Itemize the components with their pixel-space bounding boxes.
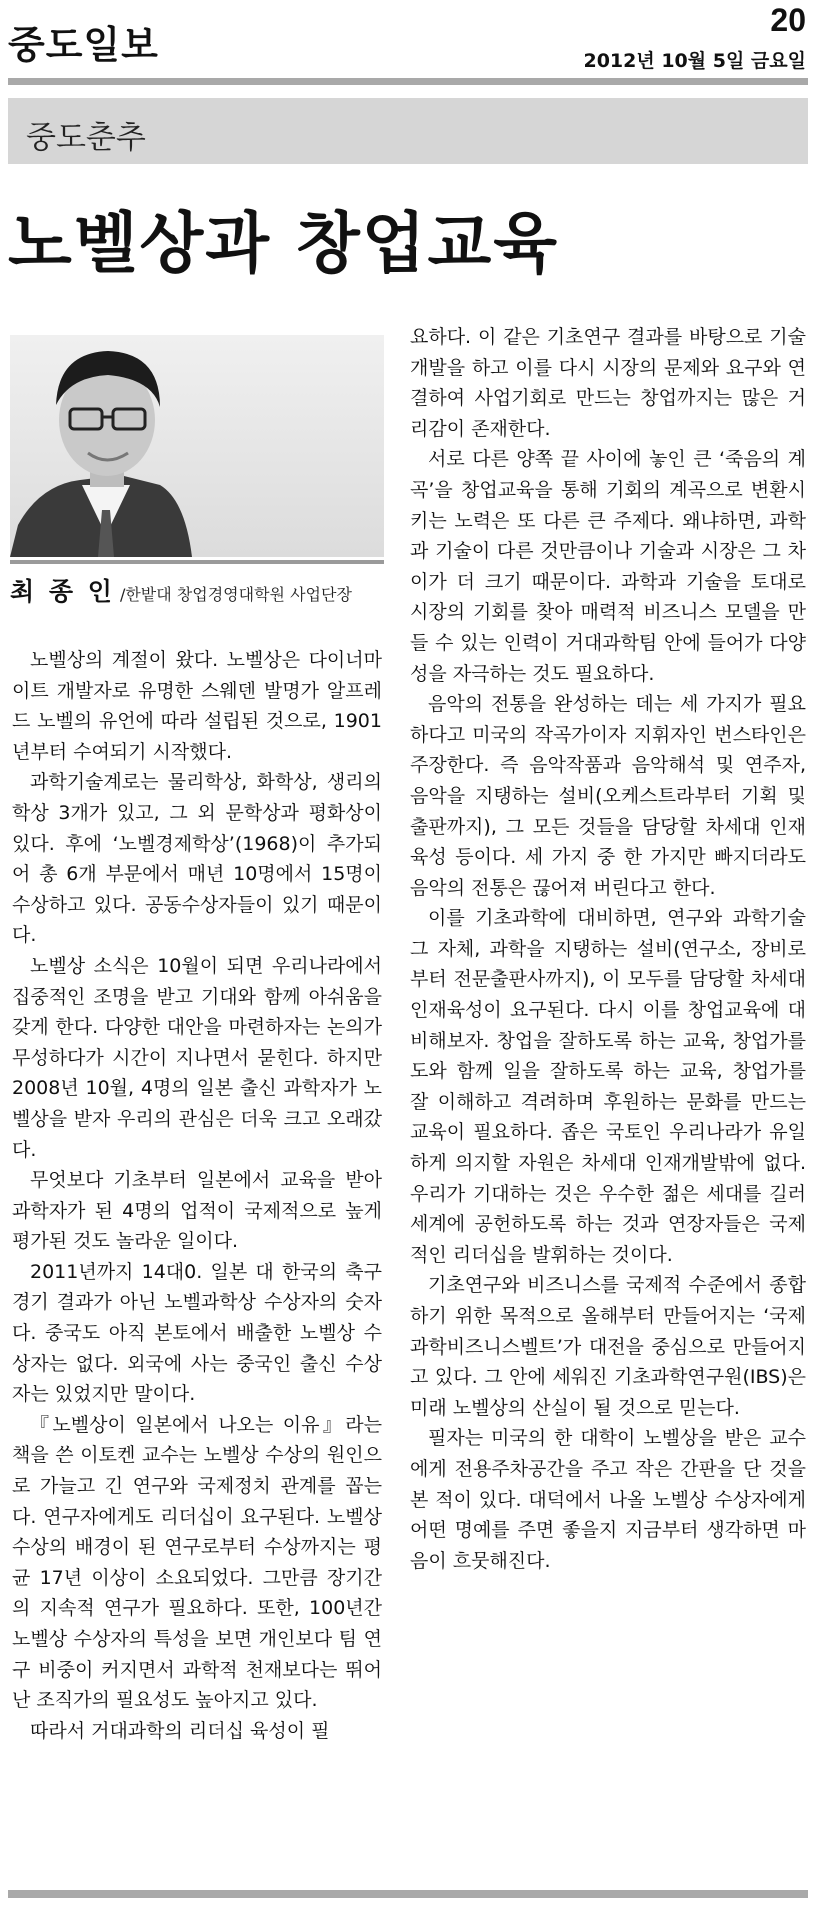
- paragraph-continued: 요하다. 이 같은 기초연구 결과를 바탕으로 기술개발을 하고 이를 다시 시장의 문제와 요구와 연결하여 사업기회로 만드는 창업까지는 많은 거리감이 존재한다.: [410, 326, 806, 440]
- article-headline: 노벨상과 창업교육: [8, 204, 560, 282]
- paragraph: 따라서 거대과학의 리더십 육성이 필: [30, 1719, 330, 1742]
- paragraph: 『노벨상이 일본에서 나오는 이유』라는 책을 쓴 이토켄 교수는 노벨상 수상의 원인으로 가늘고 긴 연구와 국제정치 관계를 꼽는다. 연구자에게도 리더십이 요구된다. 노벨상 수상의 배경이 된 연구로부터 수상까지는 평균 17년 이상이 소요되었다. 그만큼 장기간의 지속적 연구가 필요하다. 또한, 100년간 노벨상 수상자의 특성을 보면 개인보다 팀 연구 비중이 커지면서 과학적 천재보다는 뛰어난 조직가의 필요성도 높아지고 있다.: [12, 1413, 382, 1712]
- paragraph: 기초연구와 비즈니스를 국제적 수준에서 종합하기 위한 목적으로 올해부터 만들어지는 ‘국제과학비즈니스벨트’가 대전을 중심으로 만들어지고 있다. 그 안에 세워진 기초과학연구원(IBS)은 미래 노벨상의 산실이 될 것으로 믿는다.: [410, 1274, 806, 1419]
- article-column-right: [410, 322, 806, 1576]
- paragraph: 서로 다른 양쪽 끝 사이에 놓인 큰 ‘죽음의 계곡’을 창업교육을 통해 기회의 계곡으로 변환시키는 노력은 또 다른 큰 주제다. 왜냐하면, 과학과 기술이 다른 것만큼이나 기술과 시장은 그 차이가 더 크기 때문이다. 과학과 기술을 토대로 시장의 기회를 찾아 매력적 비즈니스 모델을 만들 수 있는 인력이 거대과학팀 안에 들어가 다양성을 자극하는 것도 필요하다.: [410, 448, 806, 685]
- article-column-left: [12, 645, 382, 1746]
- masthead: [0, 0, 816, 80]
- paragraph: 음악의 전통을 완성하는 데는 세 가지가 필요하다고 미국의 작곡가이자 지휘자인 번스타인은 주장한다. 즉 음악작품과 음악해석 및 연주자, 음악을 지탱하는 설비(오케스트라부터 기획 및 출판까지), 그 모든 것들을 담당할 차세대 인재육성 등이다. 세 가지 중 한 가지만 빠지더라도 음악의 전통은 끊어져 버린다고 한다.: [410, 693, 806, 899]
- paragraph: 무엇보다 기초부터 일본에서 교육을 받아 과학자가 된 4명의 업적이 국제적으로 높게 평가된 것도 놀라운 일이다.: [12, 1169, 382, 1253]
- top-divider: [8, 78, 808, 85]
- newspaper-name: 중도일보: [8, 23, 159, 67]
- paragraph: 이를 기초과학에 대비하면, 연구와 과학기술 그 자체, 과학을 지탱하는 설비(연구소, 장비로부터 전문출판사까지), 이 모두를 담당할 차세대 인재육성이 요구된다. 다시 이를 창업교육에 대비해보자. 창업을 잘하도록 하는 교육, 창업가를 도와 함께 일을 잘하도록 하는 교육, 창업가를 잘 이해하고 격려하며 후원하는 문화를 만드는 교육이 필요하다. 좁은 국토인 우리나라가 유일하게 의지할 자원은 차세대 인재개발밖에 없다. 우리가 기대하는 것은 우수한 젊은 세대를 길러 세계에 공헌하도록 하는 것과 연장자들은 국제적인 리더십을 발휘하는 것이다.: [410, 907, 806, 1266]
- author-name: 최 종 인: [10, 577, 115, 606]
- paragraph: 노벨상의 계절이 왔다. 노벨상은 다이너마이트 개발자로 유명한 스웨덴 발명가 알프레드 노벨의 유언에 따라 설립된 것으로, 1901년부터 수여되기 시작했다.: [12, 649, 382, 763]
- paragraph: 노벨상 소식은 10월이 되면 우리나라에서 집중적인 조명을 받고 기대와 함께 아쉬움을 갖게 한다. 다양한 대안을 마련하자는 논의가 무성하다가 시간이 지나면서 묻힌다. 하지만 2008년 10월, 4명의 일본 출신 과학자가 노벨상을 받자 우리의 관심은 더욱 크고 오래갔다.: [12, 954, 382, 1161]
- paragraph: 필자는 미국의 한 대학이 노벨상을 받은 교수에게 전용주차공간을 주고 작은 간판을 단 것을 본 적이 있다. 대덕에서 나올 노벨상 수상자에게 어떤 명예를 주면 좋을지 지금부터 생각하면 마음이 흐뭇해진다.: [410, 1427, 806, 1572]
- author-portrait-image: [10, 335, 384, 557]
- section-label: 중도춘추: [26, 120, 146, 156]
- paragraph: 2011년까지 14대0. 일본 대 한국의 축구경기 결과가 아닌 노벨과학상 수상자의 숫자다. 중국도 아직 본토에서 배출한 노벨상 수상자는 없다. 외국에 사는 중국인 출신 수상자는 있었지만 말이다.: [12, 1260, 382, 1406]
- byline-divider: [10, 560, 384, 564]
- bottom-divider: [8, 1890, 808, 1898]
- page-number: 20: [770, 2, 806, 38]
- author-photo: [10, 335, 384, 557]
- author-byline: [10, 572, 390, 608]
- section-header: [8, 98, 808, 164]
- publication-date: 2012년 10월 5일 금요일: [583, 50, 806, 72]
- paragraph: 과학기술계로는 물리학상, 화학상, 생리의학상 3개가 있고, 그 외 문학상과 평화상이 있다. 후에 ‘노벨경제학상’(1968)이 추가되어 총 6개 부문에서 매년 10명에서 15명이 수상하고 있다. 공동수상자들이 있기 때문이다.: [12, 771, 382, 947]
- author-title: /한밭대 창업경영대학원 사업단장: [119, 585, 352, 604]
